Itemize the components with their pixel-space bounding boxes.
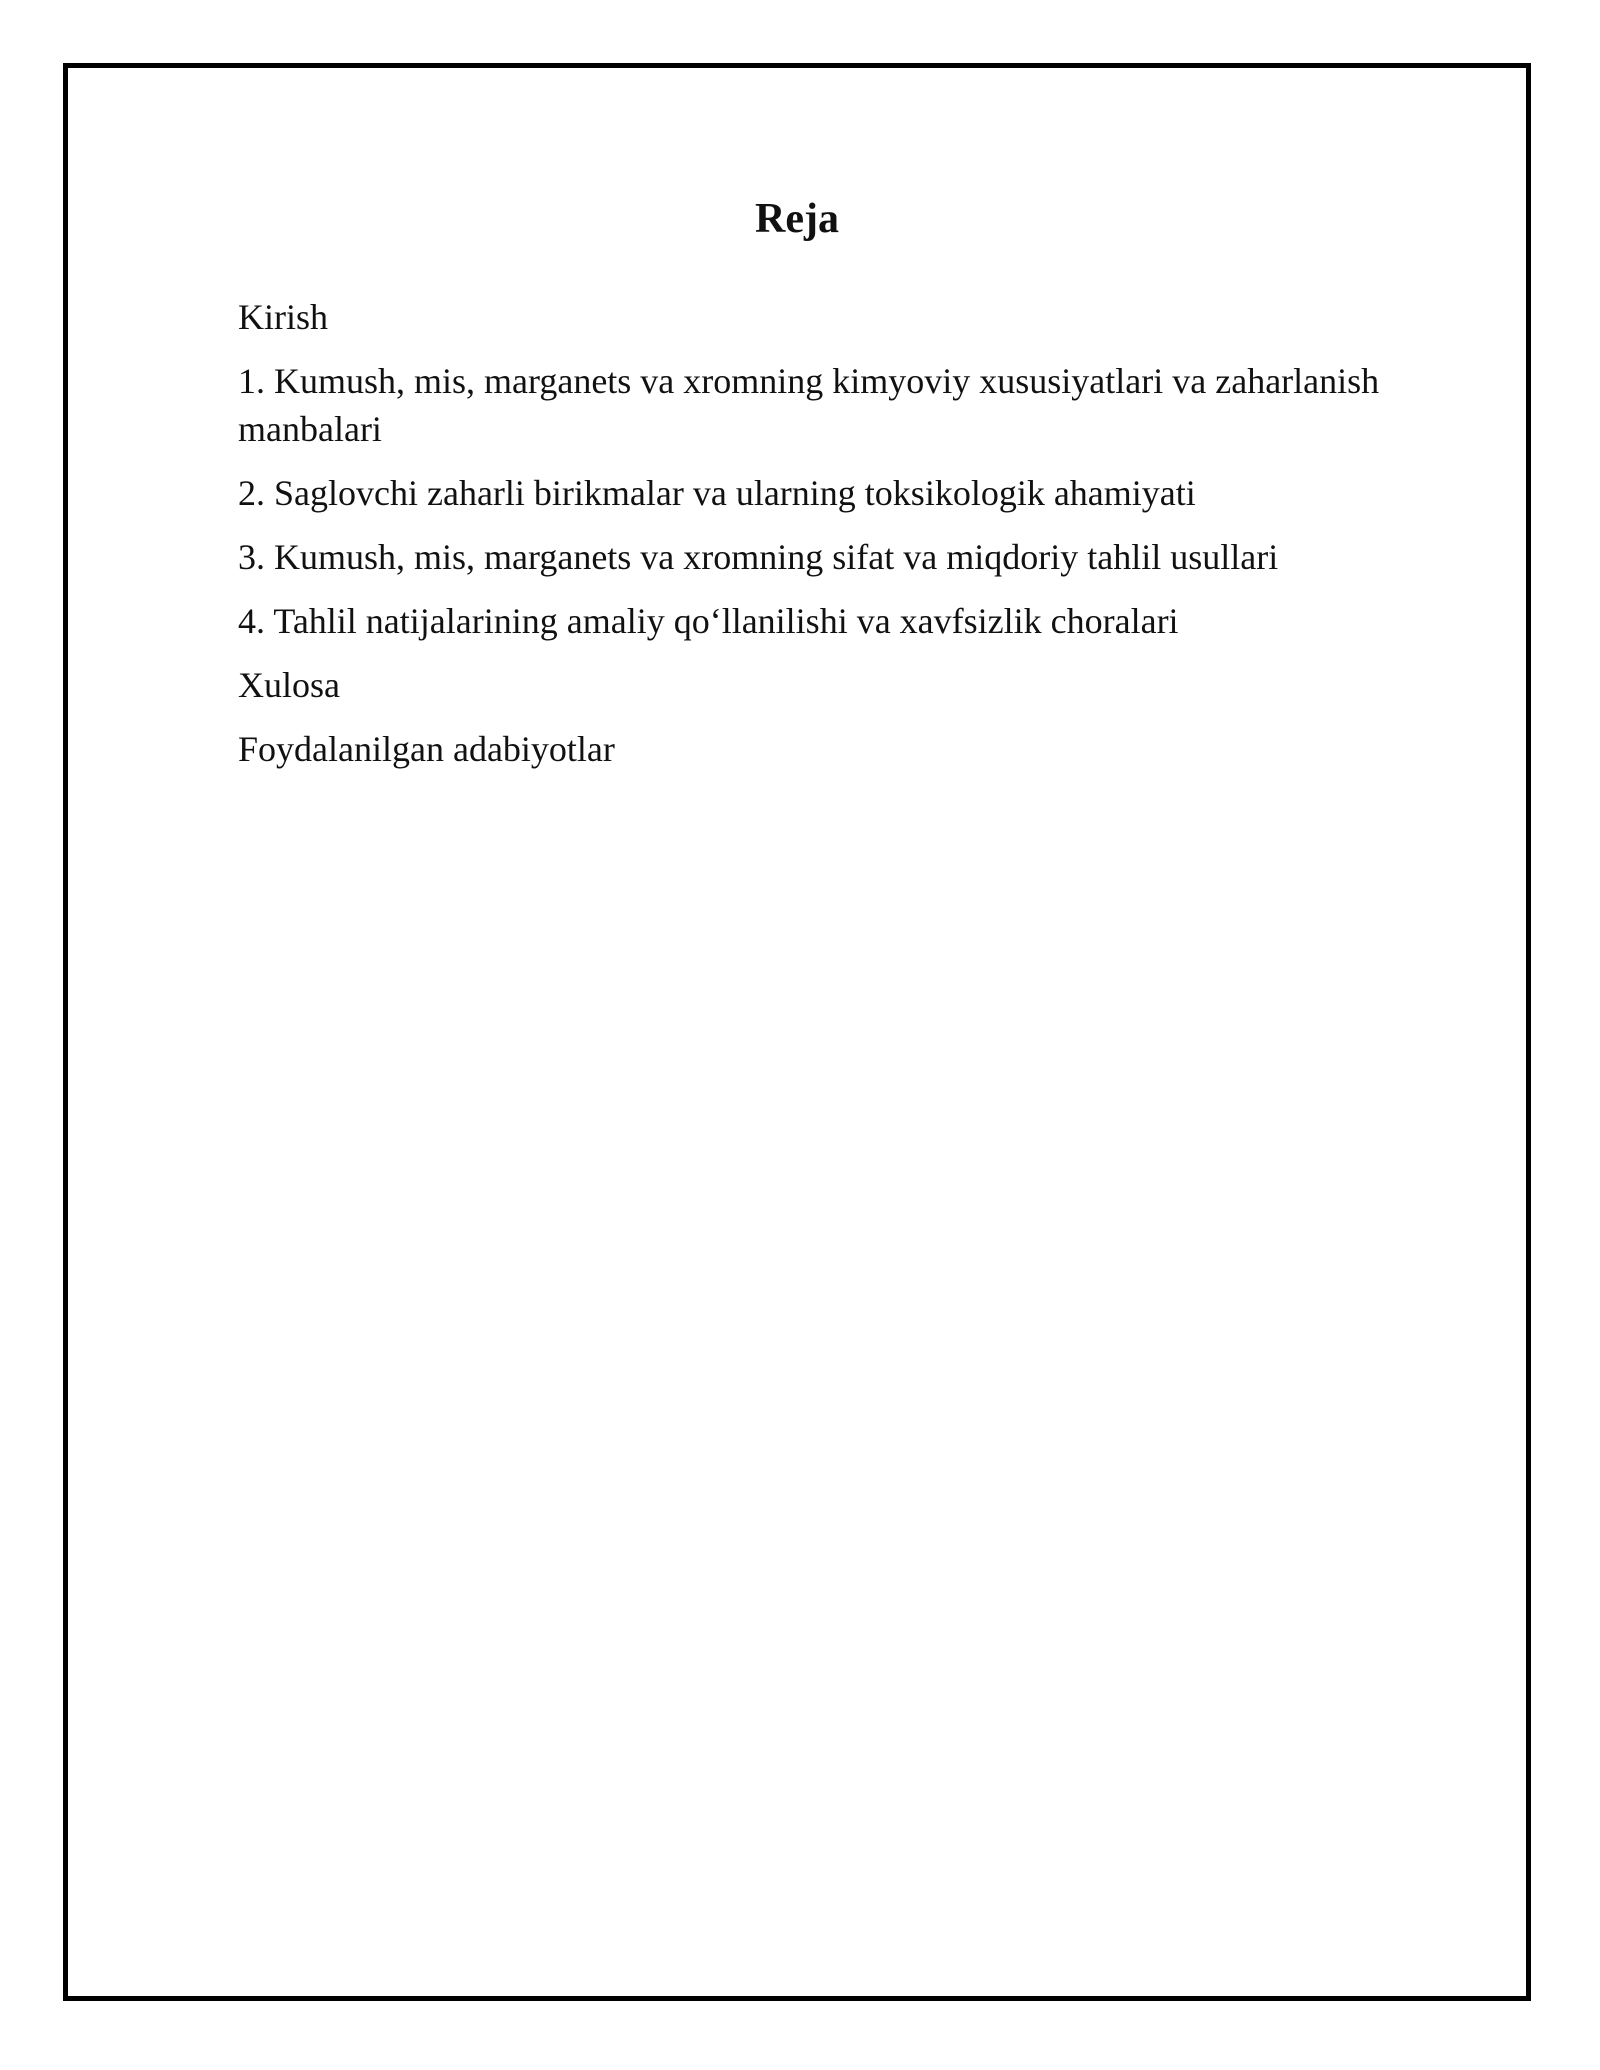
page-frame xyxy=(63,63,1531,2001)
page-title: Reja xyxy=(755,196,839,242)
plan-item-references: Foydalanilgan adabiyotlar xyxy=(238,729,615,769)
plan-item-3: 3. Kumush, mis, marganets va xromning sifat va miqdoriy tahlil usullari xyxy=(238,537,1279,577)
plan-item-1: 1. Kumush, mis, marganets va xromning kimyoviy xususiyatlari va zaharlanish manbalari xyxy=(238,361,1380,449)
plan-list xyxy=(238,293,1398,789)
plan-item-2: 2. Saglovchi zaharli birikmalar va ularning toksikologik ahamiyati xyxy=(238,473,1196,513)
plan-item-introduction: Kirish xyxy=(238,297,328,337)
plan-item-conclusion: Xulosa xyxy=(238,665,340,705)
plan-item-4: 4. Tahlil natijalarining amaliy qo‘llanilishi va xavfsizlik choralari xyxy=(238,601,1179,641)
